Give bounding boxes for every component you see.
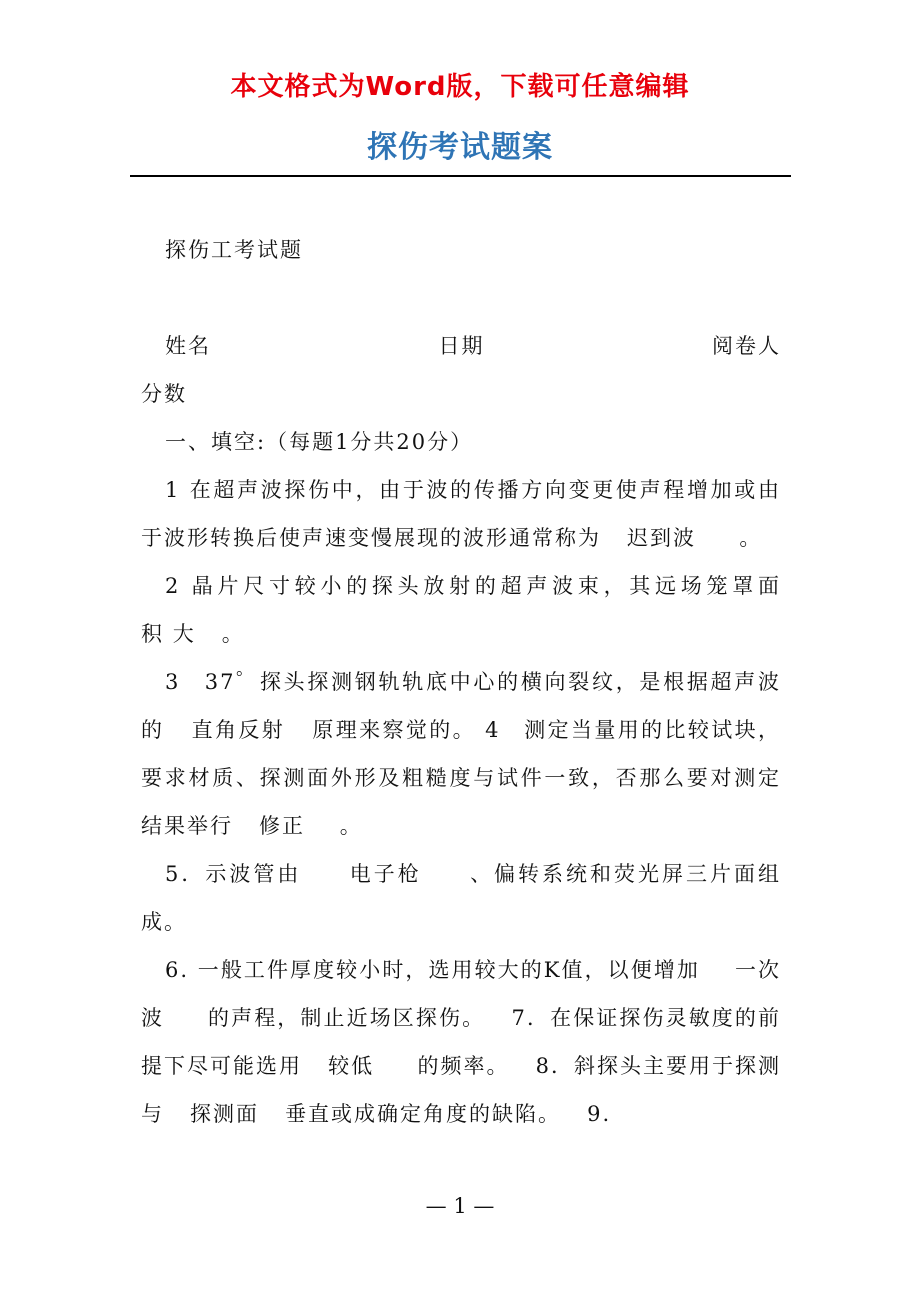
q5-answer: 电子枪 xyxy=(349,862,422,886)
document-title: 探伤考试题案 xyxy=(367,130,553,165)
question-5 xyxy=(141,850,781,946)
header-fields-row xyxy=(141,322,781,370)
date-field-label: 日期 xyxy=(438,334,485,358)
section-heading: 一、填空:（每题1分共20分） xyxy=(165,430,474,454)
question-6-9 xyxy=(141,946,781,1138)
q4-answer: 修正 xyxy=(259,814,306,838)
question-3-4 xyxy=(141,658,781,850)
q2-tail: 。 xyxy=(221,622,245,646)
question-2 xyxy=(141,562,781,658)
q3-tail: 原理来察觉的。 xyxy=(312,718,476,742)
q7-answer: 较低 xyxy=(328,1054,375,1078)
exam-subtitle: 探伤工考试题 xyxy=(165,238,303,262)
q8-answer: 探测面 xyxy=(190,1102,260,1126)
reviewer-field-label: 阅卷人 xyxy=(712,334,781,358)
q2-answer: 大 xyxy=(172,622,196,646)
q6-answer: 一次波 xyxy=(141,958,782,1030)
q6-tail: 的声程，制止近场区探伤。 xyxy=(208,1006,486,1030)
q8-tail: 垂直或成确定角度的缺陷。 xyxy=(285,1102,562,1126)
q1-answer: 迟到波 xyxy=(627,526,697,550)
q3-answer: 直角反射 xyxy=(191,718,286,742)
title-rule xyxy=(130,175,791,177)
page-number: — 1 — xyxy=(425,1194,495,1218)
q7-tail: 的频率。 xyxy=(417,1054,510,1078)
q7-text: 7．在保证探伤灵敏度的前提下尽可能选用 xyxy=(141,1006,781,1078)
name-field-label: 姓名 xyxy=(165,334,211,358)
q8-text: 8．斜探头主要用于探测与 xyxy=(141,1054,782,1126)
q6-text: 6. 一般工件厚度较小时，选用较大的K值，以便增加 xyxy=(165,958,700,982)
q5-text: 5．示波管由 xyxy=(165,862,302,886)
q3-text: 3 37゜探头探测钢轨轨底中心的横向裂纹，是根据超声波的 xyxy=(141,670,781,742)
q1-text: 1 在超声波探伤中，由于波的传播方向变更使声程增加或由于波形转换后使声速变慢展现的波形通常称为 xyxy=(141,478,781,550)
q9-text: 9. xyxy=(587,1102,612,1126)
q4-text: 4 测定当量用的比较试块，要求材质、探测面外形及粗糙度与试件一致，否那么要对测定结果举行 xyxy=(141,718,782,838)
q4-tail: 。 xyxy=(339,814,363,838)
q2-text: 2 晶片尺寸较小的探头放射的超声波束，其远场笼罩面积 xyxy=(141,574,781,646)
banner-notice: 本文格式为Word版，下载可任意编辑 xyxy=(230,72,690,102)
score-field-label: 分数 xyxy=(141,382,187,406)
question-1 xyxy=(141,466,781,562)
q1-tail: 。 xyxy=(739,526,763,550)
q5-tail: 、偏转系统和荧光屏三片面组成。 xyxy=(141,862,782,934)
document-body xyxy=(141,226,781,1138)
